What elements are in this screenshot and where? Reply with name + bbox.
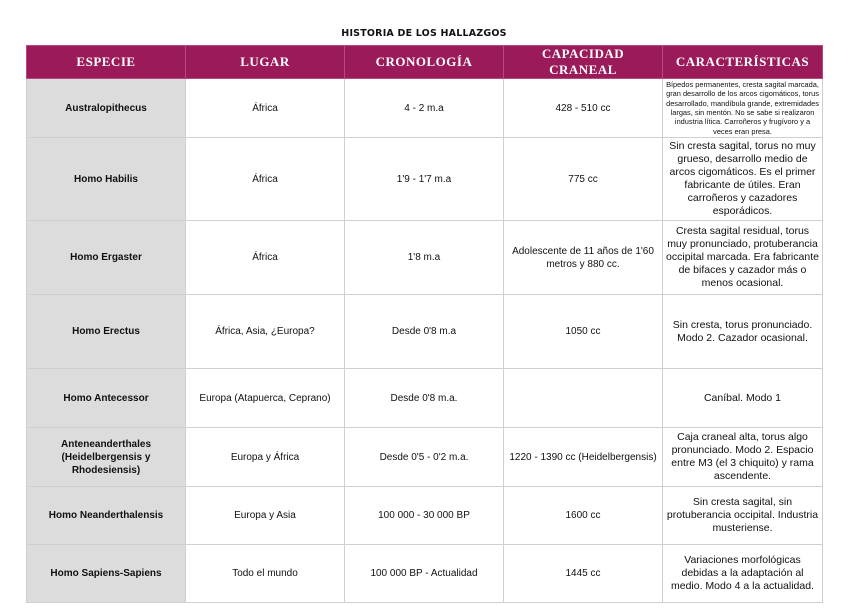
- header-row: [27, 46, 823, 79]
- table-row: [27, 487, 823, 545]
- header-especie: ESPECIE: [27, 46, 186, 79]
- cell-lugar: Europa (Atapuerca, Ceprano): [186, 369, 345, 428]
- cell-especie: Australopithecus: [27, 79, 186, 138]
- header-lugar: LUGAR: [186, 46, 345, 79]
- cell-cronologia: 1'8 m.a: [345, 221, 504, 295]
- table-row: [27, 138, 823, 221]
- cell-caracteristicas: Bípedos permanentes, cresta sagital marcada, gran desarrollo de los arcos cigomáticos, torus desarrollado, mandíbula grande, extremidades largas, sin mentón. No se sabe si realizaron industria lítica. Carroñeros y frugívoro y a veces eran presa.: [663, 79, 823, 138]
- cell-cronologia: Desde 0'8 m.a.: [345, 369, 504, 428]
- cell-caracteristicas: Sin cresta, torus pronunciado. Modo 2. Cazador ocasional.: [663, 295, 823, 369]
- cell-lugar: África: [186, 79, 345, 138]
- page-title: HISTORIA DE LOS HALLAZGOS: [341, 28, 507, 39]
- cell-lugar: África: [186, 138, 345, 221]
- cell-capacidad: 1600 cc: [504, 487, 663, 545]
- header-cronologia: CRONOLOGÍA: [345, 46, 504, 79]
- cell-caracteristicas: Variaciones morfológicas debidas a la adaptación al medio. Modo 4 a la actualidad.: [663, 545, 823, 603]
- header-capacidad-craneal: CAPACIDAD CRANEAL: [504, 46, 663, 79]
- header-caracteristicas: CARACTERÍSTICAS: [663, 46, 823, 79]
- cell-cronologia: Desde 0'8 m.a: [345, 295, 504, 369]
- cell-capacidad: 775 cc: [504, 138, 663, 221]
- cell-especie: Homo Neanderthalensis: [27, 487, 186, 545]
- cell-capacidad: 1220 - 1390 cc (Heidelbergensis): [504, 428, 663, 487]
- cell-especie: Homo Antecessor: [27, 369, 186, 428]
- cell-lugar: Europa y Asia: [186, 487, 345, 545]
- hallazgos-table: [26, 45, 823, 603]
- cell-caracteristicas: Caníbal. Modo 1: [663, 369, 823, 428]
- cell-capacidad: 1445 cc: [504, 545, 663, 603]
- cell-especie: Homo Ergaster: [27, 221, 186, 295]
- cell-lugar: Europa y África: [186, 428, 345, 487]
- cell-capacidad: Adolescente de 11 años de 1'60 metros y 880 cc.: [504, 221, 663, 295]
- cell-lugar: Todo el mundo: [186, 545, 345, 603]
- cell-especie: Homo Sapiens-Sapiens: [27, 545, 186, 603]
- table-row: [27, 369, 823, 428]
- table-row: [27, 295, 823, 369]
- cell-lugar: África, Asia, ¿Europa?: [186, 295, 345, 369]
- cell-especie: Homo Habilis: [27, 138, 186, 221]
- cell-capacidad: 428 - 510 cc: [504, 79, 663, 138]
- table-row: [27, 545, 823, 603]
- cell-caracteristicas: Sin cresta sagital, torus no muy grueso, desarrollo medio de arcos cigomáticos. Es el primer fabricante de útiles. Eran carroñeros y cazadores esporádicos.: [663, 138, 823, 221]
- table-row: [27, 221, 823, 295]
- cell-cronologia: 4 - 2 m.a: [345, 79, 504, 138]
- table-row: [27, 79, 823, 138]
- cell-cronologia: Desde 0'5 - 0'2 m.a.: [345, 428, 504, 487]
- cell-especie: Homo Erectus: [27, 295, 186, 369]
- cell-cronologia: 100 000 - 30 000 BP: [345, 487, 504, 545]
- cell-caracteristicas: Caja craneal alta, torus algo pronunciado. Modo 2. Espacio entre M3 (el 3 chiquito) y rama ascendente.: [663, 428, 823, 487]
- cell-caracteristicas: Cresta sagital residual, torus muy pronunciado, protuberancia occipital marcada. Era fabricante de bifaces y cazador más o menos ocasional.: [663, 221, 823, 295]
- cell-cronologia: 1'9 - 1'7 m.a: [345, 138, 504, 221]
- cell-caracteristicas: Sin cresta sagital, sin protuberancia occipital. Industria musteriense.: [663, 487, 823, 545]
- cell-cronologia: 100 000 BP - Actualidad: [345, 545, 504, 603]
- cell-capacidad: [504, 369, 663, 428]
- cell-lugar: África: [186, 221, 345, 295]
- cell-capacidad: 1050 cc: [504, 295, 663, 369]
- cell-especie: Anteneanderthales (Heidelbergensis y Rhodesiensis): [27, 428, 186, 487]
- table-row: [27, 428, 823, 487]
